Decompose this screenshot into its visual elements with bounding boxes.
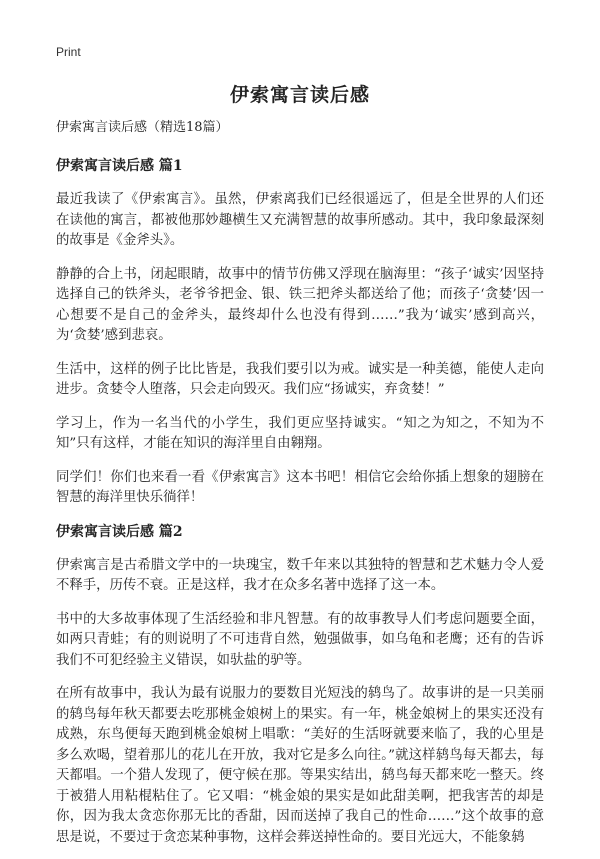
paragraph: 书中的大多故事体现了生活经验和非凡智慧。有的故事教导人们考虑问题要全面，如两只青蛙；有的则说明了不可违背自然，勉强做事，如乌龟和老鹰；还有的告诉我们不可犯经验主义错误，如驮盐的驴等。 (56, 611, 544, 668)
article-body (56, 118, 544, 859)
page-title: 伊索寓言读后感 (229, 84, 370, 106)
paragraph: 最近我读了《伊索寓言》。虽然，伊索离我们已经很遥远了，但是全世界的人们还在读他的寓言，都被他那妙趣横生又充满智慧的故事所感动。其中，我印象最深刻的故事是《金斧头》。 (56, 192, 544, 248)
paragraph: 伊索寓言是古希腊文学中的一块瑰宝，数千年来以其独特的智慧和艺术魅力令人爱不释手，历传不衰。正是这样，我才在众多名著中选择了这一本。 (56, 557, 544, 593)
article-subtitle: 伊索寓言读后感（精选18篇） (56, 120, 229, 135)
paragraph: 静静的合上书，闭起眼睛，故事中的情节仿佛又浮现在脑海里：“孩子‘诚实’因坚持选择自己的铁斧头，老爷爷把金、银、铁三把斧头都送给了他；而孩子‘贪婪’因一心想要不是自己的金斧头，最终却什么也没有得到……”我为‘诚实’感到高兴，为‘贪婪’感到悲哀。 (56, 266, 544, 343)
section-heading-2: 伊索寓言读后感 篇2 (56, 523, 183, 540)
paragraph: 同学们！你们也来看一看《伊索寓言》这本书吧！相信它会给你插上想象的翅膀在智慧的海洋里快乐徜徉！ (56, 469, 544, 505)
print-link[interactable]: Print (56, 45, 81, 59)
section-heading-1: 伊索寓言读后感 篇1 (56, 158, 183, 174)
paragraph: 学习上，作为一名当代的小学生，我们更应坚持诚实。“知之为知之，不知为不知”只有这样，才能在知识的海洋里自由翱翔。 (56, 415, 544, 451)
paragraph: 生活中，这样的例子比比皆是，我我们要引以为戒。诚实是一种美德，能使人走向进步。贪婪令人堕落，只会走向毁灭。我们应“扬诚实，弃贪婪！” (56, 361, 544, 397)
paragraph: 在所有故事中，我认为最有说服力的要数目光短浅的鸫鸟了。故事讲的是一只美丽的鸫鸟每年秋天都要去吃那桃金娘树上的果实。有一年，桃金娘树上的果实还没有成熟，东鸟便每天跑到桃金娘树上唱歌：“美好的生活呀就要来临了，我的心里是多么欢喝，望着那儿的花儿在开放，我对它是多么向往。”就这样鸫鸟每天都去，每天都唱。一个猎人发现了，便守候在那。等果实结出，鸫鸟每天都来吃一整天。终于被猎人用粘棍粘住了。它又唱：“桃金娘的果实是如此甜美啊，把我害苦的却是你，因为我太贪恋你那无比的香甜，因而送掉了我自己的性命……”这个故事的意思是说，不要过于贪恋某种事物，这样会葬送掉性命的。要目光远大，不能象鸫 (56, 686, 544, 845)
